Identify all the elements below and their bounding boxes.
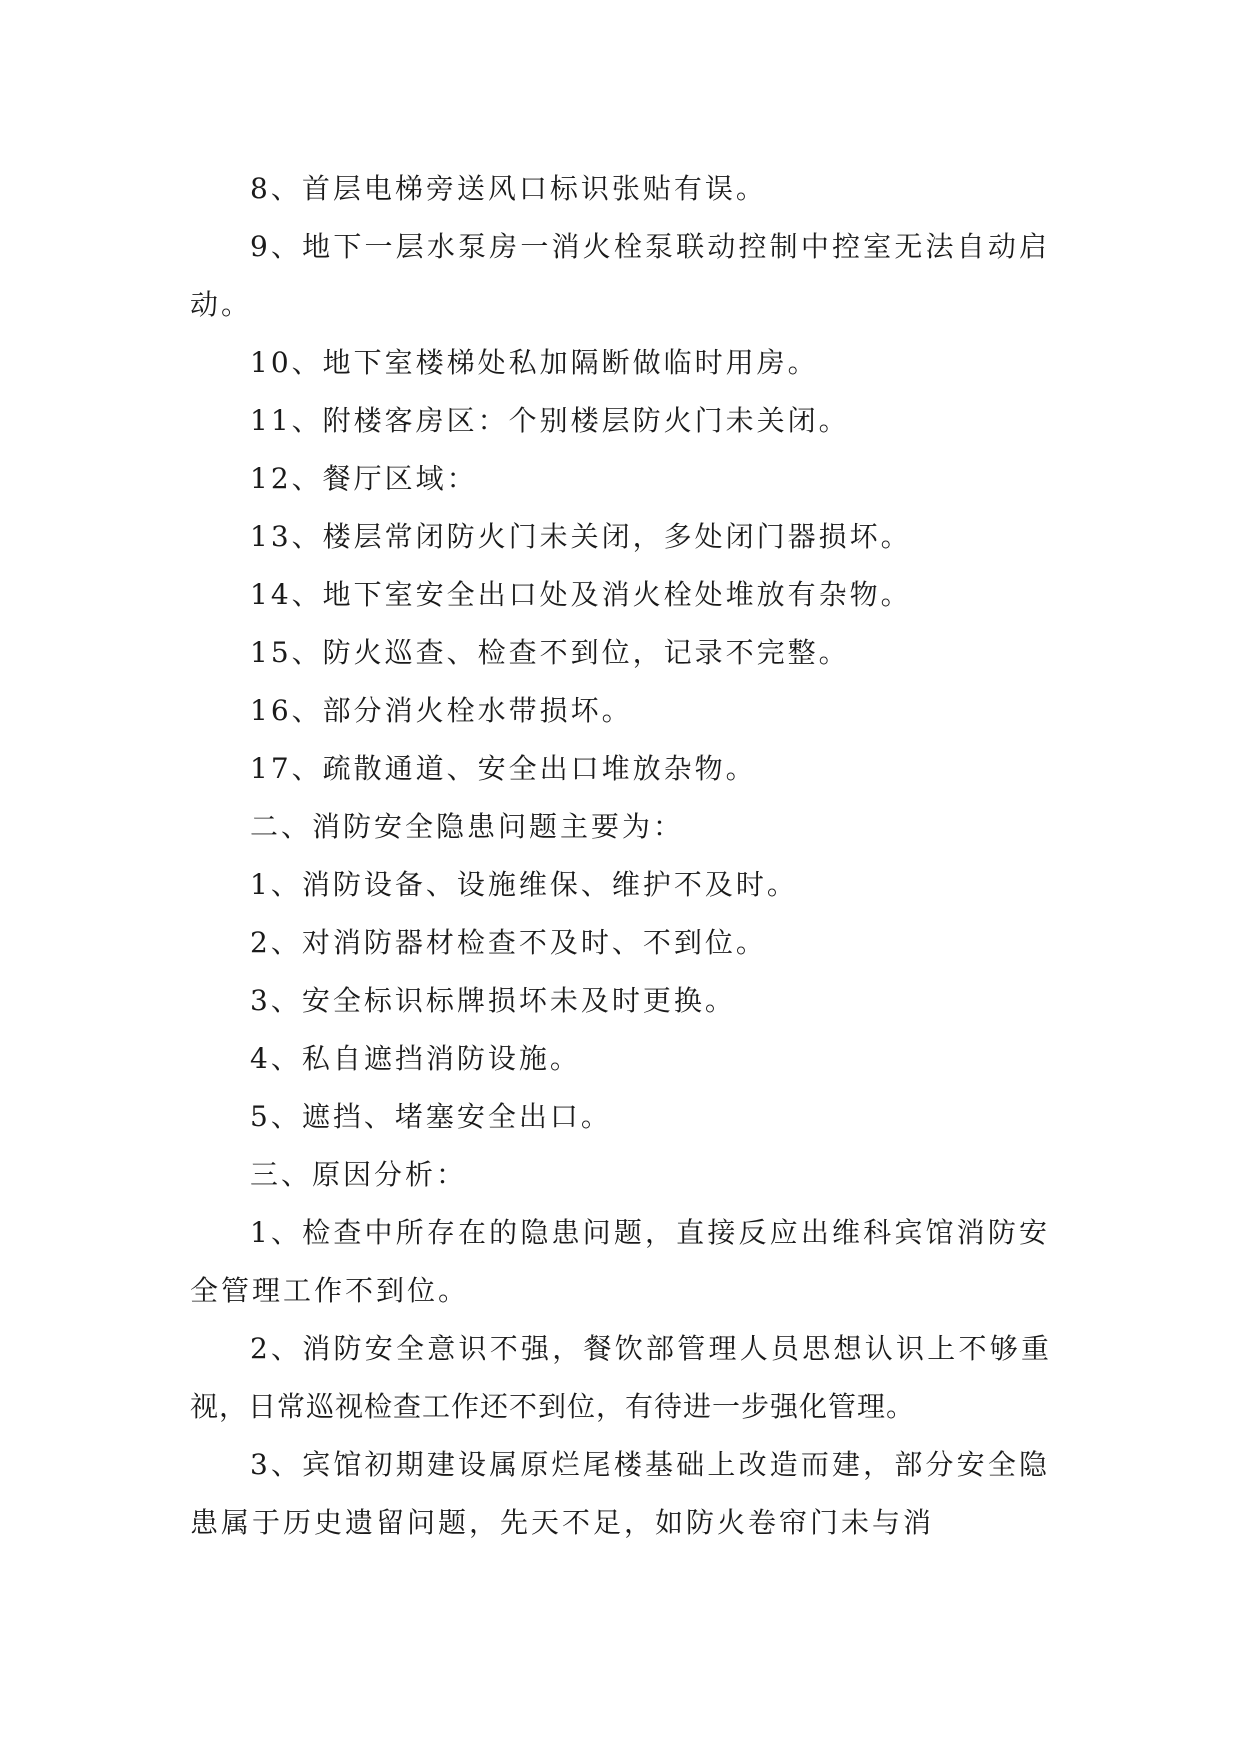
hazard-item-4: 4、私自遮挡消防设施。 — [250, 1042, 581, 1075]
cause-item-1: 1、检查中所存在的隐患问题，直接反应出维科宾馆消防安全管理工作不到位。 — [190, 1216, 1050, 1307]
section-heading-3: 三、原因分析： — [250, 1158, 468, 1191]
paragraph-item-9: 9、地下一层水泵房一消火栓泵联动控制中控室无法自动启动。 — [190, 230, 1050, 321]
cause-item-3: 3、宾馆初期建设属原烂尾楼基础上改造而建，部分安全隐患属于历史遗留问题，先天不足，如防火卷帘门未与消 — [190, 1448, 1050, 1539]
paragraph-item-11: 11、附楼客房区：个别楼层防火门未关闭。 — [250, 404, 850, 437]
hazard-item-1: 1、消防设备、设施维保、维护不及时。 — [250, 868, 798, 901]
paragraph-item-16: 16、部分消火栓水带损坏。 — [250, 694, 633, 727]
hazard-item-5: 5、遮挡、堵塞安全出口。 — [250, 1100, 612, 1133]
paragraph-item-14: 14、地下室安全出口处及消火栓处堆放有杂物。 — [250, 578, 912, 611]
paragraph-item-15: 15、防火巡查、检查不到位，记录不完整。 — [250, 636, 850, 669]
paragraph-item-17: 17、疏散通道、安全出口堆放杂物。 — [250, 752, 757, 785]
section-heading-2: 二、消防安全隐患问题主要为： — [250, 810, 685, 843]
paragraph-item-13: 13、楼层常闭防火门未关闭，多处闭门器损坏。 — [250, 520, 912, 553]
paragraph-item-10: 10、地下室楼梯处私加隔断做临时用房。 — [250, 346, 819, 379]
hazard-item-2: 2、对消防器材检查不及时、不到位。 — [250, 926, 767, 959]
hazard-item-3: 3、安全标识标牌损坏未及时更换。 — [250, 984, 736, 1017]
paragraph-item-8: 8、首层电梯旁送风口标识张贴有误。 — [250, 172, 767, 205]
paragraph-item-12: 12、餐厅区域： — [250, 462, 478, 495]
document-body — [190, 160, 1050, 1552]
cause-item-2: 2、消防安全意识不强，餐饮部管理人员思想认识上不够重视，日常巡视检查工作还不到位，有待进一步强化管理。 — [190, 1332, 1050, 1423]
